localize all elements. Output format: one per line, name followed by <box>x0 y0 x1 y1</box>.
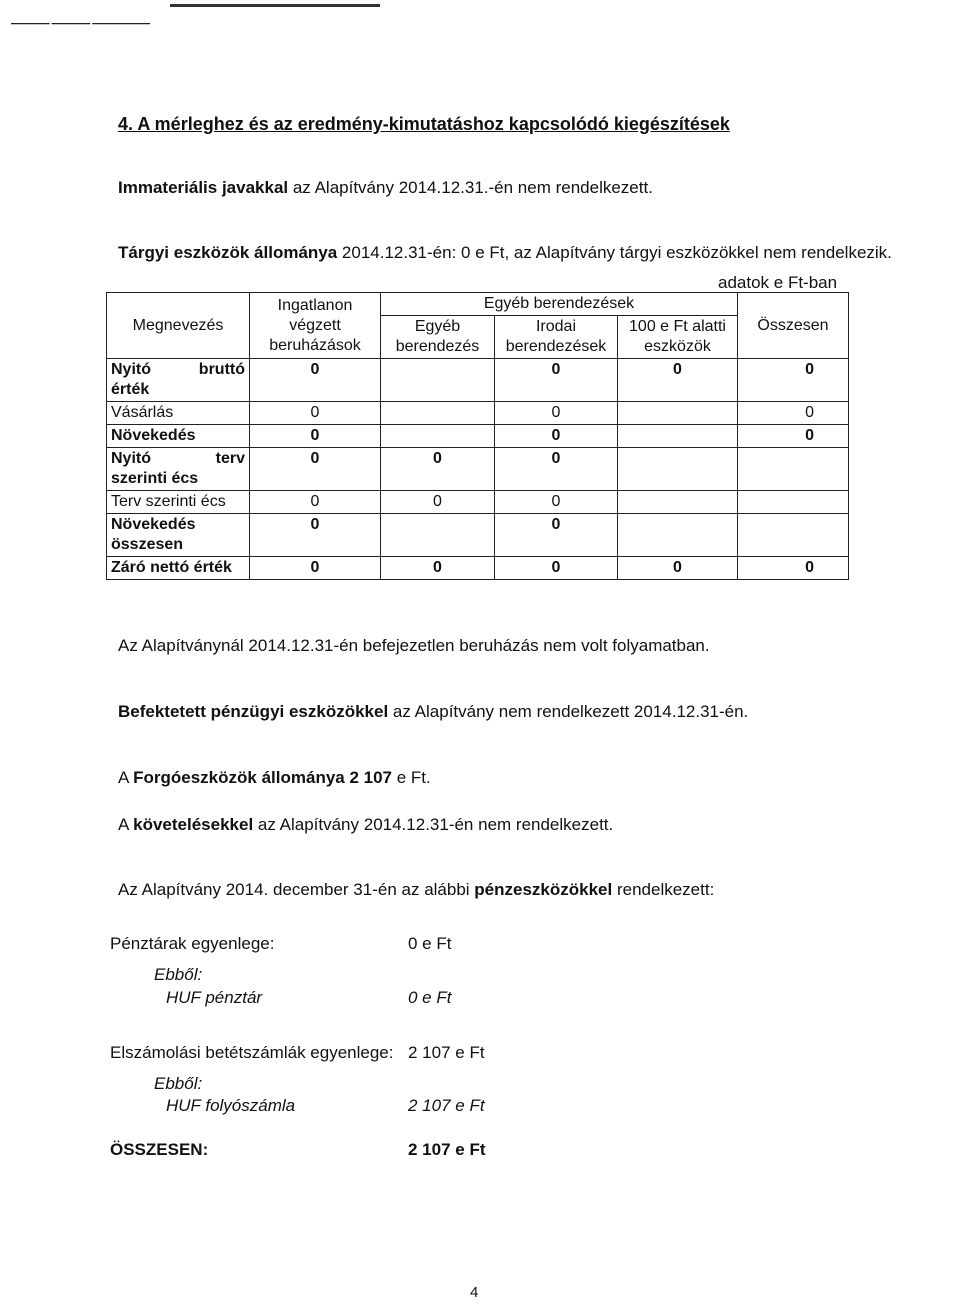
cell-egyeb <box>381 402 495 425</box>
unit-note: adatok e Ft-ban <box>718 273 838 292</box>
row-label: Növekedés <box>107 425 250 448</box>
header-group: Egyéb berendezések <box>381 293 738 316</box>
page-number: 4 <box>470 1284 479 1301</box>
cell-100 <box>618 448 738 491</box>
cell-egyeb <box>381 425 495 448</box>
cash-intro-paragraph <box>118 880 714 900</box>
header-name: Megnevezés <box>107 293 250 359</box>
header-ingatlan-line: Ingatlanon <box>277 296 353 314</box>
receivables-bold: követelésekkel <box>133 815 254 834</box>
header-ingatlan <box>250 293 381 359</box>
row-label-part: bruttó <box>198 361 245 378</box>
row-label <box>107 448 250 491</box>
row-label-part: Nyitó <box>111 450 151 467</box>
row-label: Terv szerinti écs <box>107 491 250 514</box>
row-label-part: Nyitó <box>111 361 151 378</box>
row-label-part: érték <box>111 381 150 398</box>
cell-100: 0 <box>618 557 738 580</box>
header-irodai-line: Irodai <box>535 318 577 335</box>
header-ingatlan-line: végzett <box>289 316 341 334</box>
header-egyeb-line: Egyéb <box>414 318 461 335</box>
huf-current-value: 2 107 e Ft <box>408 1096 485 1115</box>
cell-total <box>738 448 849 491</box>
cell-total <box>738 514 849 557</box>
section-heading: 4. A mérleghez és az eredmény-kimutatáshoz kapcsolódó kiegészítések <box>118 114 730 134</box>
cash-intro-text: rendelkezett: <box>612 880 715 899</box>
cell-total <box>738 491 849 514</box>
cell-irodai: 0 <box>495 448 618 491</box>
cell-total: 0 <box>738 402 849 425</box>
of-which-label: Ebből: <box>154 1074 203 1093</box>
cell-ingatlan: 0 <box>250 557 381 580</box>
header-total: Összesen <box>738 293 849 359</box>
financial-assets-text: az Alapítvány nem rendelkezett 2014.12.31-én. <box>388 702 749 721</box>
tangibles-text: 2014.12.31-én: 0 e Ft, az Alapítvány tárgyi eszközökkel nem rendelkezik. <box>337 243 892 262</box>
cell-ingatlan: 0 <box>250 491 381 514</box>
table-row <box>107 402 849 425</box>
fixed-assets-table <box>106 292 849 580</box>
financial-assets-bold: Befektetett pénzügyi eszközökkel <box>118 702 389 721</box>
row-label: Záró nettó érték <box>107 557 250 580</box>
row-label <box>107 359 250 402</box>
row-label <box>107 514 250 557</box>
row-label-part: Növekedés <box>111 516 196 533</box>
cell-total: 0 <box>738 359 849 402</box>
petty-cash-value: 0 e Ft <box>408 934 452 953</box>
row-label-part: összesen <box>111 536 184 553</box>
current-assets-bold: Forgóeszközök állománya 2 107 <box>133 768 393 787</box>
current-assets-paragraph <box>118 768 431 788</box>
table-row <box>107 448 849 491</box>
cell-ingatlan: 0 <box>250 359 381 402</box>
accounts-value: 2 107 e Ft <box>408 1043 485 1062</box>
cell-ingatlan: 0 <box>250 425 381 448</box>
cell-ingatlan: 0 <box>250 448 381 491</box>
cell-egyeb <box>381 514 495 557</box>
of-which-label: Ebből: <box>154 965 203 984</box>
petty-cash-label: Pénztárak egyenlege: <box>110 934 275 953</box>
cell-100: 0 <box>618 359 738 402</box>
header-irodai <box>495 316 618 359</box>
accounts-label: Elszámolási betétszámlák egyenlege: <box>110 1043 394 1062</box>
cell-100 <box>618 514 738 557</box>
huf-current-label: HUF folyószámla <box>166 1096 296 1115</box>
table-row <box>107 514 849 557</box>
table-row <box>107 359 849 402</box>
cell-irodai: 0 <box>495 514 618 557</box>
header-100-line: 100 e Ft alatti <box>629 318 726 335</box>
row-label: Vásárlás <box>107 402 250 425</box>
receivables-pre: A <box>118 815 134 834</box>
table-row <box>107 425 849 448</box>
header-egyeb <box>381 316 495 359</box>
cell-100 <box>618 425 738 448</box>
row-label-part: terv <box>215 450 245 467</box>
header-100 <box>618 316 738 359</box>
cell-irodai: 0 <box>495 491 618 514</box>
cash-total-value: 2 107 e Ft <box>408 1140 486 1159</box>
intangibles-paragraph <box>118 178 653 198</box>
header-egyeb-line: berendezés <box>395 338 480 355</box>
receivables-text: az Alapítvány 2014.12.31-én nem rendelkezett. <box>253 815 614 834</box>
cell-egyeb <box>381 359 495 402</box>
intangibles-text: az Alapítvány 2014.12.31.-én nem rendelkezett. <box>288 178 653 197</box>
cash-intro-pre: Az Alapítvány 2014. december 31-én az alábbi <box>118 880 475 899</box>
unfinished-investment-paragraph: Az Alapítványnál 2014.12.31-én befejezetlen beruházás nem volt folyamatban. <box>118 636 710 655</box>
cell-irodai: 0 <box>495 402 618 425</box>
current-assets-pre: A <box>118 768 134 787</box>
cell-egyeb: 0 <box>381 448 495 491</box>
cell-irodai: 0 <box>495 359 618 402</box>
cell-ingatlan: 0 <box>250 402 381 425</box>
scan-top-rule <box>170 4 380 7</box>
cell-egyeb: 0 <box>381 491 495 514</box>
current-assets-text: e Ft. <box>392 768 431 787</box>
cell-total: 0 <box>738 425 849 448</box>
receivables-paragraph <box>118 815 613 835</box>
cell-irodai: 0 <box>495 425 618 448</box>
huf-cash-value: 0 e Ft <box>408 988 452 1007</box>
cell-egyeb: 0 <box>381 557 495 580</box>
header-ingatlan-line: beruházások <box>269 336 361 354</box>
cell-100 <box>618 402 738 425</box>
cell-100 <box>618 491 738 514</box>
row-label-part: szerinti écs <box>111 470 199 487</box>
cell-irodai: 0 <box>495 557 618 580</box>
tangibles-bold: Tárgyi eszközök állománya <box>118 243 338 262</box>
table-row <box>107 557 849 580</box>
table-header-row-1 <box>107 293 849 316</box>
tangibles-paragraph <box>118 243 892 263</box>
scan-corner-mark: ⸺⸺⸻ <box>10 9 152 36</box>
cash-intro-bold: pénzeszközökkel <box>474 880 613 899</box>
financial-assets-paragraph <box>118 702 748 722</box>
header-100-line: eszközök <box>644 338 711 355</box>
cash-total-label: ÖSSZESEN: <box>110 1140 209 1159</box>
cell-total: 0 <box>738 557 849 580</box>
table-row <box>107 491 849 514</box>
intangibles-bold: Immateriális javakkal <box>118 178 289 197</box>
cell-ingatlan: 0 <box>250 514 381 557</box>
header-irodai-line: berendezések <box>505 338 607 355</box>
huf-cash-label: HUF pénztár <box>166 988 263 1007</box>
